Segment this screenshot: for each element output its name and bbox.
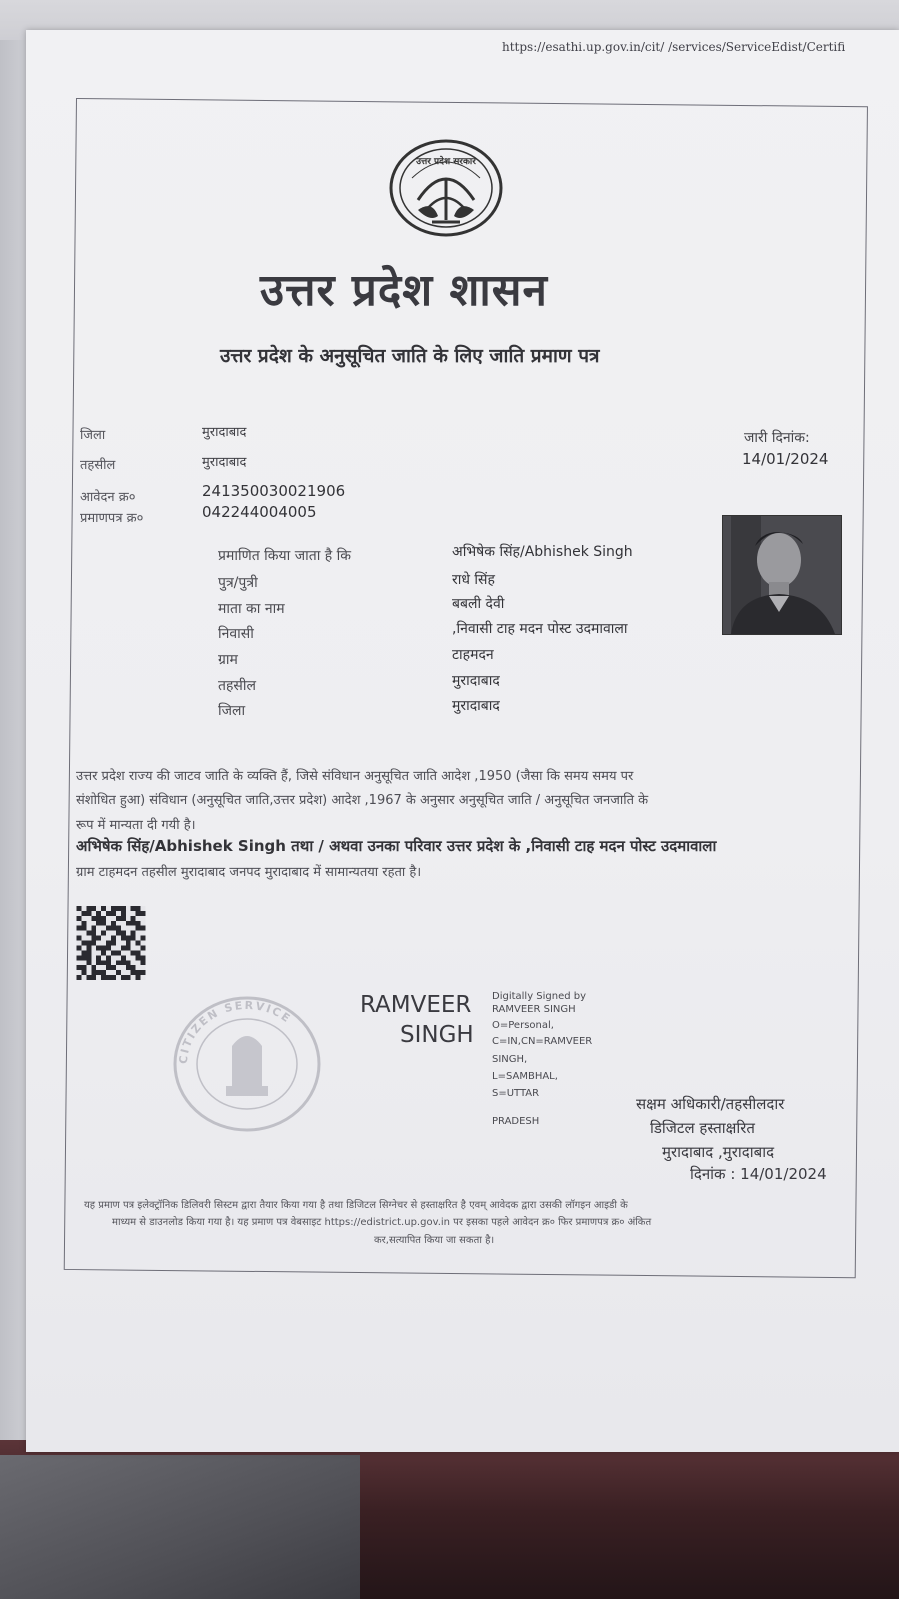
district-label: जिला xyxy=(80,428,106,443)
up-emblem-icon xyxy=(388,138,504,238)
signature-detail-2: RAMVEER SINGH xyxy=(492,1004,576,1015)
field-district-value: मुरादाबाद xyxy=(452,698,500,714)
officer-digital-signed: डिजिटल हस्ताक्षरित xyxy=(650,1119,755,1137)
footer-line-2: माध्यम से डाउनलोड किया गया है। यह प्रमाण पत्र वेबसाइट https://edistrict.up.gov.in पर इसका पहले आवेदन क्र० फिर प्रमाणपत्र क्र० अंकित xyxy=(112,1217,652,1228)
field-name-value: अभिषेक सिंह/Abhishek Singh xyxy=(452,544,633,560)
issue-date-value: 14/01/2024 xyxy=(742,450,829,468)
applicant-photo xyxy=(722,515,842,635)
print-url: https://esathi.up.gov.in/cit/ /services/ServiceEdist/Certifi xyxy=(502,40,846,54)
field-certified-label: प्रमाणित किया जाता है कि xyxy=(218,548,352,564)
signature-detail-8: PRADESH xyxy=(492,1116,540,1127)
field-parent-value: राधे सिंह xyxy=(452,572,495,588)
signer-name-line-2: SINGH xyxy=(400,1022,474,1048)
body-line-1: उत्तर प्रदेश राज्य की जाटव जाति के व्यक्ति हैं, जिसे संविधान अनुसूचित जाति आदेश ,1950 (जैसा कि समय समय पर xyxy=(76,769,634,784)
tehsil-label: तहसील xyxy=(80,458,116,473)
signature-detail-5: SINGH, xyxy=(492,1054,528,1065)
footer-line-1: यह प्रमाण पत्र इलेक्ट्रॉनिक डिलिवरी सिस्टम द्वारा तैयार किया गया है तथा डिजिटल सिग्नेचर से हस्ताक्षरित है एवम् आवेदक द्वारा उसकी लॉगइन आइडी के xyxy=(84,1200,628,1211)
field-village-label: ग्राम xyxy=(218,652,238,668)
body-line-5: ग्राम टाहमदन तहसील मुरादाबाद जनपद मुरादाबाद में सामान्यतया रहता है। xyxy=(76,865,422,880)
field-mother-value: बबली देवी xyxy=(452,596,505,612)
field-village-value: टाहमदन xyxy=(452,647,494,663)
signature-detail-3: O=Personal, xyxy=(492,1020,554,1031)
field-district-label: जिला xyxy=(218,703,246,719)
signer-name-line-1: RAMVEER xyxy=(360,992,472,1018)
page-title: उत्तर प्रदेश शासन xyxy=(260,265,548,316)
certificate-number: 042244004005 xyxy=(202,503,317,521)
field-tehsil-label: तहसील xyxy=(218,678,256,694)
body-line-4: अभिषेक सिंह/Abhishek Singh तथा / अथवा उनका परिवार उत्तर प्रदेश के ,निवासी टाह मदन पोस्ट उदमावाला xyxy=(76,837,717,855)
officer-designation: सक्षम अधिकारी/तहसीलदार xyxy=(636,1095,785,1113)
issue-date-label: जारी दिनांक: xyxy=(744,430,810,446)
field-resident-label: निवासी xyxy=(218,626,254,642)
field-mother-label: माता का नाम xyxy=(218,601,285,617)
tehsil-value: मुरादाबाद xyxy=(202,455,247,470)
field-tehsil-value: मुरादाबाद xyxy=(452,673,500,689)
background-cloth xyxy=(0,1455,360,1599)
certificate-label: प्रमाणपत्र क्र० xyxy=(80,511,144,526)
field-resident-value: ,निवासी टाह मदन पोस्ट उदमावाला xyxy=(452,621,628,637)
body-line-3: रूप में मान्यता दी गयी है। xyxy=(76,818,196,833)
field-parent-label: पुत्र/पुत्री xyxy=(218,575,258,591)
seal-text: CITIZEN SERVICE xyxy=(176,998,294,1065)
officer-date: दिनांक : 14/01/2024 xyxy=(690,1165,827,1183)
signature-detail-6: L=SAMBHAL, xyxy=(492,1071,558,1082)
emblem-text: उत्तर प्रदेश सरकार xyxy=(416,157,476,167)
body-line-2: संशोधित हुआ) संविधान (अनुसूचित जाति,उत्तर प्रदेश) आदेश ,1967 के अनुसार अनुसूचित जाति / अनुसूचित जनजाति के xyxy=(76,793,649,808)
signature-detail-4: C=IN,CN=RAMVEER xyxy=(492,1036,593,1047)
application-label: आवेदन क्र० xyxy=(80,490,136,505)
signature-detail-1: Digitally Signed by xyxy=(492,991,587,1002)
qr-code-icon xyxy=(76,906,146,980)
person-icon xyxy=(723,516,841,634)
application-number: 241350030021906 xyxy=(202,482,346,500)
officer-location: मुरादाबाद ,मुरादाबाद xyxy=(662,1143,775,1161)
signature-detail-7: S=UTTAR xyxy=(492,1088,540,1099)
footer-line-3: कर,सत्यापित किया जा सकता है। xyxy=(374,1235,495,1246)
district-value: मुरादाबाद xyxy=(202,425,247,440)
citizen-service-seal-icon xyxy=(162,986,332,1136)
certificate-subtitle: उत्तर प्रदेश के अनुसूचित जाति के लिए जाति प्रमाण पत्र xyxy=(220,345,600,367)
